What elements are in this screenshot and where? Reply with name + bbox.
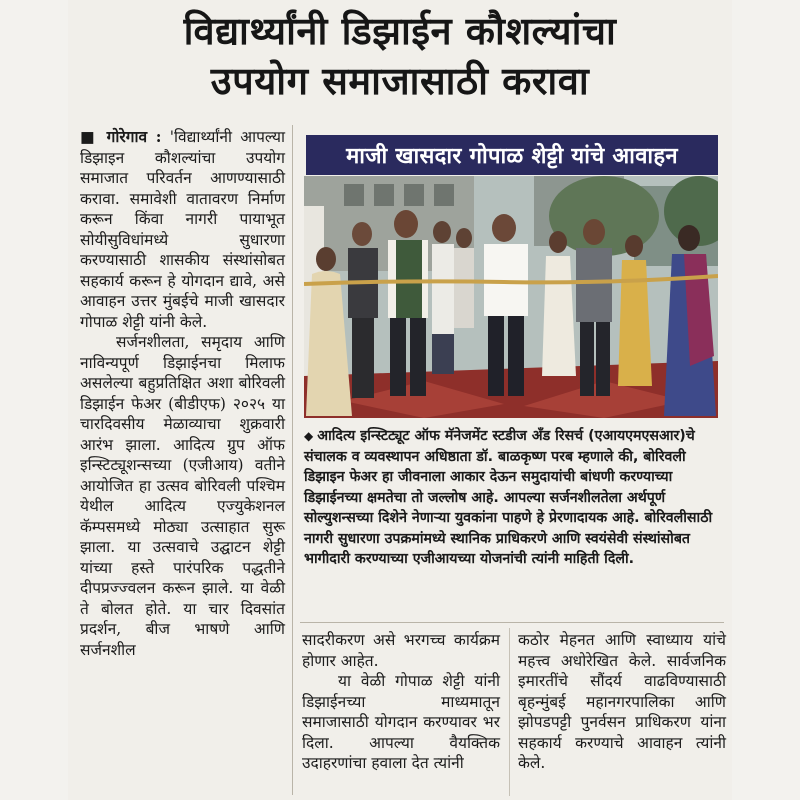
bottom-column-divider bbox=[509, 628, 510, 796]
dateline: ■ गोरेगाव : bbox=[80, 127, 162, 146]
right-para-1: कठोर मेहनत आणि स्वाध्याय यांचे महत्त्व अधोरेखित केले. सार्वजनिक इमारतींचे सौंदर्य वाढविण्यासाठी बृहन्मुंबई महानगरपालिका आणि झोपडपट्टी पुनर्वसन प्राधिकरण यांना सहकार्य करण्याचे आवाहन त्यांनी केले. bbox=[518, 631, 726, 772]
caption-divider bbox=[300, 622, 724, 623]
headline-line-2: उपयोग समाजासाठी करावा bbox=[210, 59, 590, 103]
event-photo bbox=[304, 176, 718, 418]
left-para-1 bbox=[80, 127, 285, 332]
left-column bbox=[80, 127, 285, 660]
headline bbox=[80, 6, 720, 106]
middle-column bbox=[302, 630, 500, 774]
left-para-2: सर्जनशीलता, समृदाय आणि नाविन्यपूर्ण डिझाईनचा मिलाफ असलेल्या बहुप्रतिक्षित अशा बोरिवली डिझाईन फेअर (बीडीएफ) २०२५ या चारदिवसीय मेळाव्याचा शुक्रवारी आरंभ झाला. आदित्य ग्रुप ऑफ इन्स्टिट्यूशन्सच्या (एजीआय) वतीने आयोजित हा उत्सव बोरिवली पश्चिम येथील आदित्य एज्युकेशनल कॅम्पसमध्ये मोठ्या उत्साहात सुरू झाला. या उत्सवाचे उद्घाटन शेट्टी यांच्या हस्ते पारंपरिक पद्धतीने दीपप्रज्ज्वलन करून झाले. या वेळी ते बोलत होते. या चार दिवसांत प्रदर्शन, बीज भाषणे आणि सर्जनशील bbox=[80, 333, 285, 659]
photo-caption bbox=[304, 426, 718, 570]
headline-line-1: विद्यार्थ्यांनी डिझाईन कौशल्यांचा bbox=[183, 9, 617, 53]
right-column bbox=[518, 630, 726, 774]
caption-text: आदित्य इन्स्टिट्यूट ऑफ मॅनेजमेंट स्टडीज अँड रिसर्च (एआयएमएसआर)चे संचालक व व्यवस्थापन अधिष्ठाता डॉ. बाळकृष्ण परब म्हणाले की, बोरिवली डिझाइन फेअर हा जीवनाला आकार देऊन समुदायांची बांधणी करण्याच्या डिझाईनच्या क्षमतेचा तो जल्लोष आहे. आपल्या सर्जनशीलतेला अर्थपूर्ण सोल्युशन्सच्या दिशेने नेणाऱ्या युवकांना पाहणे हे प्रेरणादायक आहे. बोरिवलीसाठी नागरी सुधारणा उपक्रमांमध्ये स्थानिक प्राधिकरणे आणि स्वयंसेवी संस्थांसोबत भागीदारी करण्याच्या एजीआयच्या योजनांची त्यांनी माहिती दिली. bbox=[304, 428, 713, 567]
subheadline-banner: माजी खासदार गोपाळ शेट्टी यांचे आवाहन bbox=[306, 135, 718, 175]
caption-bullet: ◆ bbox=[304, 429, 314, 443]
middle-para-2: या वेळी गोपाळ शेट्टी यांनी डिझाईनच्या माध्यमातून समाजासाठी योगदान करण्यावर भर दिला. आपल्या वैयक्तिक उदाहरणांचा हवाला देत त्यांनी bbox=[302, 672, 500, 772]
column-divider bbox=[292, 125, 293, 795]
left-para-1-text: 'विद्यार्थ्यांनी आपल्या डिझाइन कौशल्यांचा उपयोग समाजात परिवर्तन आणण्यासाठी करावा. समावेशी वातावरण निर्माण करून किंवा नागरी पायाभूत सोयीसुविधांमध्ये सुधारणा करण्यासाठी शासकीय संस्थांसोबत सहकार्य करून हे योगदान द्यावे, असे आवाहन उत्तर मुंबईचे माजी खासदार गोपाळ शेट्टी यांनी केले. bbox=[80, 128, 285, 331]
event-photo-illustration bbox=[304, 176, 718, 418]
middle-para-1: सादरीकरण असे भरगच्च कार्यक्रम होणार आहेत. bbox=[302, 631, 500, 670]
